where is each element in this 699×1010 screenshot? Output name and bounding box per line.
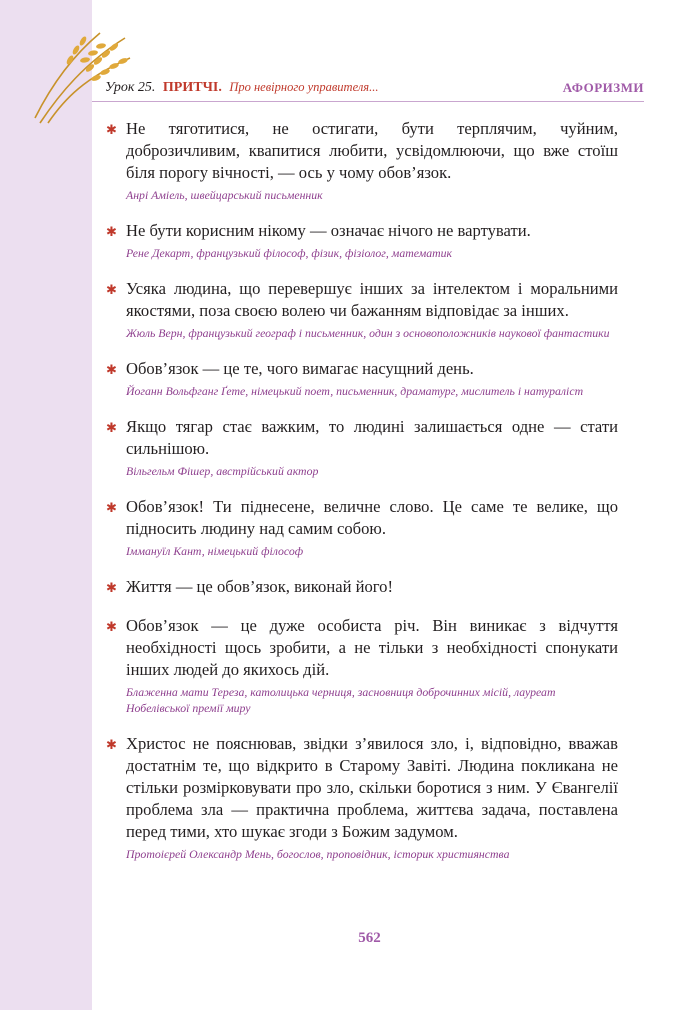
quote-text: Усяка людина, що перевершує інших за інтелектом і моральними якостями, поза своєю волею чи бажанням відповідає за інших.	[126, 279, 618, 320]
quote-author: Вільгельм Фішер, австрійський актор	[126, 464, 319, 478]
quote-text: Якщо тягар стає важким, то людині залишається одне — стати сильнішою.	[126, 417, 618, 458]
asterisk-icon: ✱	[106, 362, 117, 377]
quote-item	[106, 733, 618, 862]
quote-text: Не бути корисним нікому — означає нічого не вартувати.	[126, 221, 531, 240]
quote-list	[106, 118, 618, 879]
quote-text: Не тяготитися, не остигати, бути терплячим, чуйним, доброзичливим, квапитися любити, усвідомлюючи, що вже стоїш біля порогу вічності, — ось у чому обов’язок.	[126, 119, 618, 182]
asterisk-icon: ✱	[106, 420, 117, 435]
lesson-topic: ПРИТЧІ.	[162, 80, 222, 95]
asterisk-icon: ✱	[106, 282, 117, 297]
quote-author: Рене Декарт, французький філософ, фізик, фізіолог, математик	[126, 246, 453, 260]
wheat-icon	[30, 28, 140, 128]
page-header	[105, 80, 644, 100]
asterisk-icon: ✱	[106, 737, 117, 752]
page-sidebar	[0, 0, 92, 1010]
quote-author: Жюль Верн, французький географ і письменник, один з основоположників наукової фантастики	[126, 326, 610, 340]
asterisk-icon: ✱	[106, 224, 117, 239]
quote-item	[106, 220, 618, 261]
quote-author: Іммануїл Кант, німецький філософ	[126, 544, 304, 558]
quote-author: Анрі Аміель, швейцарський письменник	[126, 188, 323, 202]
quote-text: Життя — це обов’язок, виконай його!	[126, 577, 393, 596]
header-divider	[92, 101, 644, 102]
quote-item	[106, 416, 618, 479]
asterisk-icon: ✱	[106, 122, 117, 137]
quote-text: Обов’язок — це те, чого вимагає насущний день.	[126, 359, 474, 378]
section-title: АФОРИЗМИ	[562, 80, 644, 95]
quote-item	[106, 615, 618, 716]
quote-text: Христос не пояснював, звідки з’явилося зло, і, відповідно, вважав достатнім те, що відкрито в Старому Завіті. Людина покликана не стільки розмірковувати про зло, скільки боротися з ним. У Євангелії проблема зла — практична проблема, життєва задача, поставлена перед тими, хто шукає згоди з Божим задумом.	[126, 734, 618, 841]
quote-item	[106, 358, 618, 399]
asterisk-icon: ✱	[106, 500, 117, 515]
lesson-number: Урок 25.	[105, 80, 156, 95]
quote-text: Обов’язок! Ти піднесене, величне слово. Це саме те велике, що підносить людину над самим собою.	[126, 497, 618, 538]
quote-item	[106, 118, 618, 203]
quote-author: Протоієрей Олександр Мень, богослов, проповідник, історик християнства	[126, 847, 510, 861]
quote-author: Блаженна мати Тереза, католицька черниця, засновниця доброчинних місій, лауреат Нобелівської премії миру	[126, 685, 556, 715]
asterisk-icon: ✱	[106, 580, 117, 595]
asterisk-icon: ✱	[106, 619, 117, 634]
quote-item	[106, 496, 618, 559]
lesson-subtitle: Про невірного управителя...	[229, 80, 379, 94]
quote-item	[106, 278, 618, 341]
quote-text: Обов’язок — це дуже особиста річ. Він виникає з відчуття необхідності щось зробити, а не тільки з необхідності спонукати інших людей до якихось дій.	[126, 616, 618, 679]
page-number: 562	[358, 930, 381, 946]
quote-item	[106, 576, 618, 598]
quote-author: Йоганн Вольфганг Ґете, німецький поет, письменник, драматург, мислитель і натураліст	[126, 384, 584, 398]
